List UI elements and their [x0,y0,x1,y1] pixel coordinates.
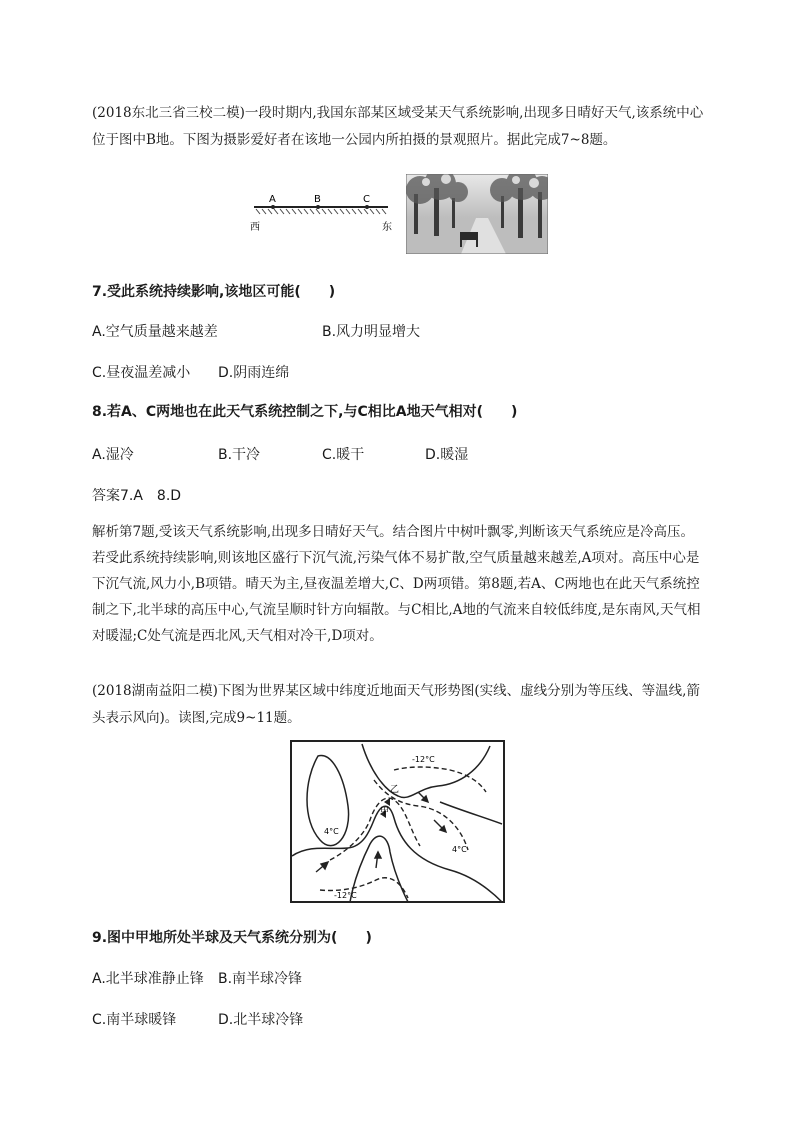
q7-option-b: B.风力明显增大 [322,324,421,340]
q8-option-a: A.湿冷 [92,447,134,463]
q7-option-c: C.昼夜温差减小 [92,365,191,381]
label-west: 西 [250,222,260,233]
label-c: C [363,194,370,205]
point-c-marker [365,205,369,209]
label-a: A [269,194,276,205]
q7-option-d: D.阴雨连绵 [218,365,290,381]
section-1-intro: (2018东北三省三校二模)一段时期内,我国东部某区域受某天气系统影响,出现多日晴好天气,该系统中心位于图中B地。下图为摄影爱好者在该地一公园内所拍摄的景观照片。据此完成7~8题。 [92,105,704,148]
temp-label-3: 4°C [452,845,467,854]
point-a-marker [271,205,275,209]
q9-option-a: A.北半球准静止锋 [92,971,204,987]
profile-diagram [240,188,400,238]
section-2-intro: (2018湖南益阳二模)下图为世界某区域中纬度近地面天气形势图(实线、虚线分别为等压线、等温线,箭头表示风向)。读图,完成9~11题。 [92,683,700,726]
point-yi-label: 乙 [390,785,400,795]
q9-option-b: B.南半球冷锋 [218,971,303,987]
label-east: 东 [382,222,392,233]
weather-map [290,740,506,904]
temp-label-4: -12°C [334,891,357,900]
answer-line: 答案7.A 8.D [92,488,182,504]
point-jia-label: 甲 [380,807,390,817]
q8-option-d: D.暖湿 [425,447,469,463]
q8-option-c: C.暖干 [322,447,365,463]
question-9-stem: 9.图中甲地所处半球及天气系统分别为( ) [92,930,372,946]
q8-option-b: B.干冷 [218,447,261,463]
q9-option-c: C.南半球暖锋 [92,1012,177,1028]
question-8-stem: 8.若A、C两地也在此天气系统控制之下,与C相比A地天气相对( ) [92,404,518,420]
temp-label-2: 4°C [324,827,339,836]
q7-option-a: A.空气质量越来越差 [92,324,218,340]
temp-label-1: -12°C [412,755,435,764]
q9-option-d: D.北半球冷锋 [218,1012,304,1028]
point-b-marker [316,205,320,209]
explanation: 解析第7题,受该天气系统影响,出现多日晴好天气。结合图片中树叶飘零,判断该天气系统应是冷高压。若受此系统持续影响,则该地区盛行下沉气流,污染气体不易扩散,空气质量越来越差,A项对。高压中心是下沉气流,风力小,B项错。晴天为主,昼夜温差增大,C、D两项错。第8题,若A、C两地也在此天气系统控制之下,北半球的高压中心,气流呈顺时针方向辐散。与C相比,A地的气流来自较低纬度,是东南风,天气相对暖湿;C处气流是西北风,天气相对冷干,D项对。 [92,524,701,644]
park-photo [406,174,548,254]
question-7-stem: 7.受此系统持续影响,该地区可能( ) [92,284,336,300]
label-b: B [314,194,321,205]
